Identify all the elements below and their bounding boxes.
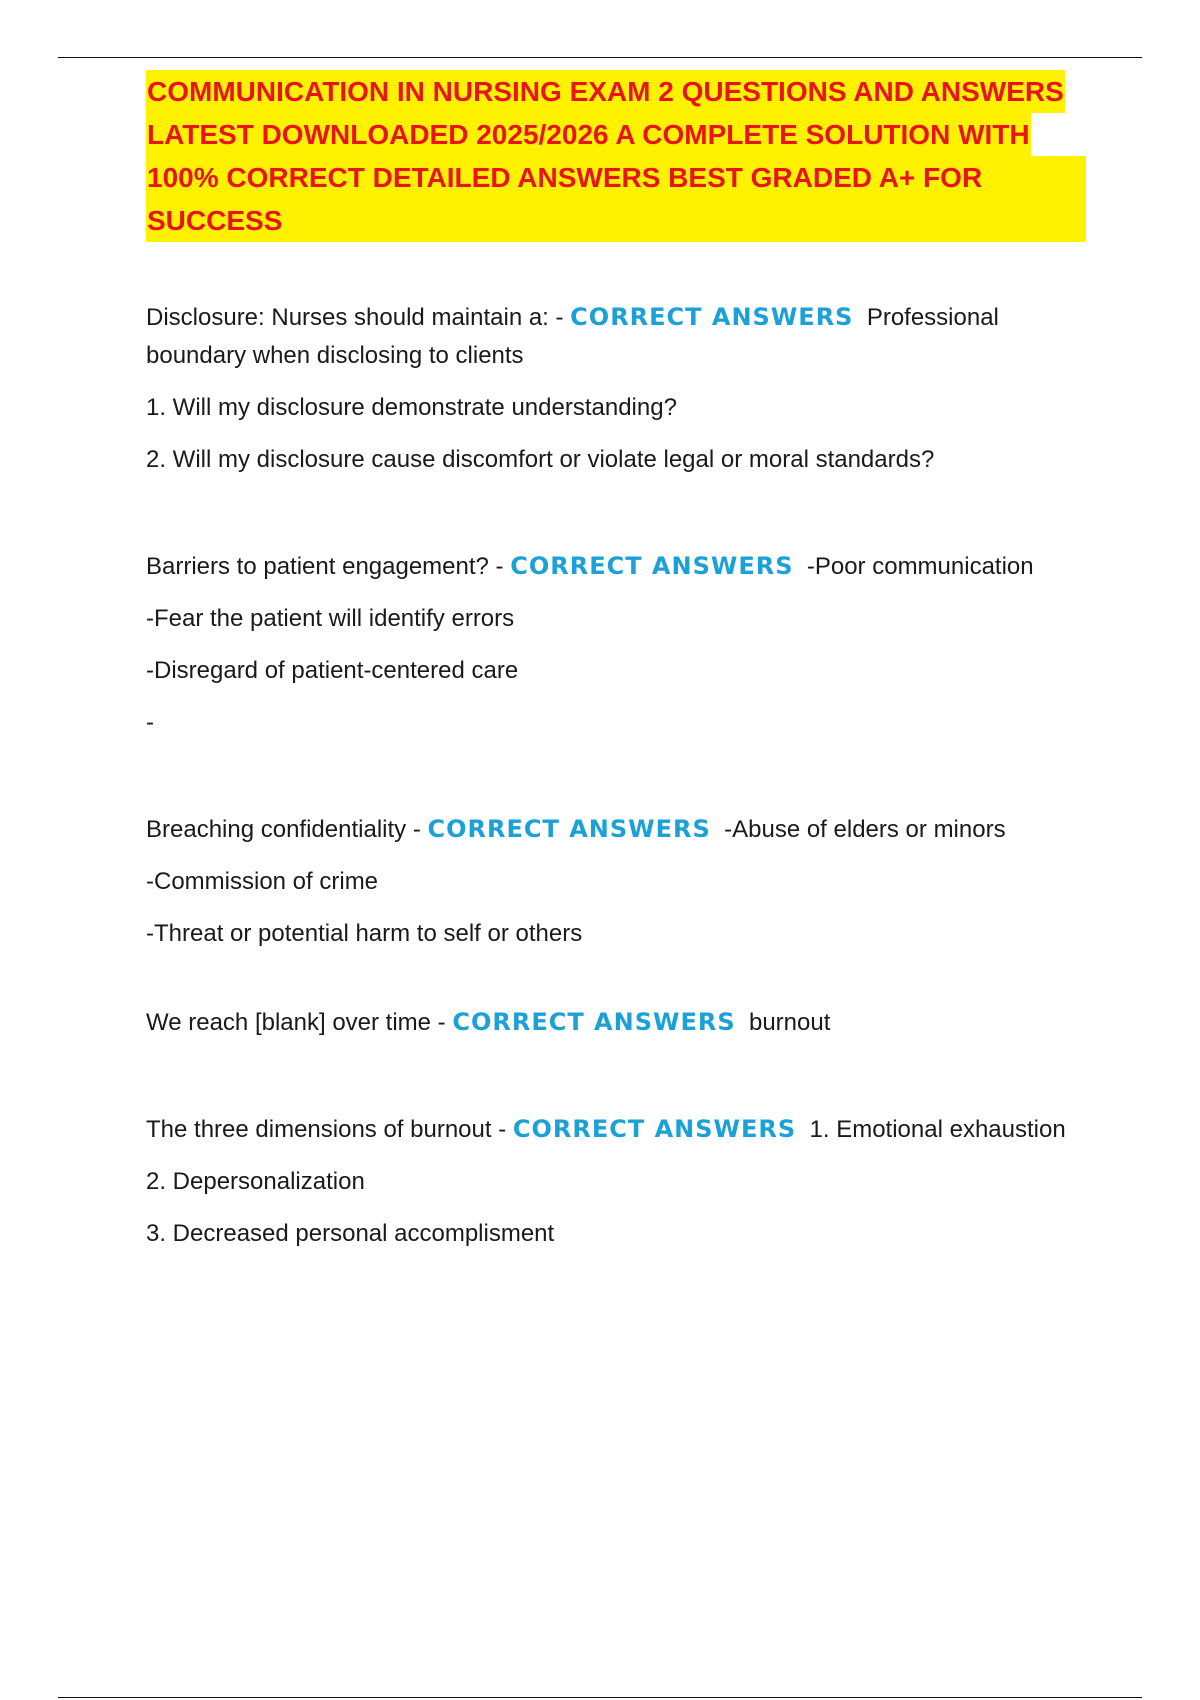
qa-item xyxy=(146,1003,1086,1042)
answer-text: -Poor communication xyxy=(806,553,1034,580)
qa-question xyxy=(146,810,1086,849)
title-line: 100% CORRECT DETAILED ANSWERS BEST GRADED A+ FOR SUCCESS xyxy=(146,156,1086,242)
answer-line: -Threat or potential harm to self or others xyxy=(146,920,583,947)
qa-item xyxy=(146,1110,1086,1253)
answer-line: -Fear the patient will identify errors xyxy=(146,605,515,632)
question-text: We reach [blank] over time - xyxy=(146,1009,453,1036)
answer-text: Professional boundary when disclosing to clients xyxy=(146,304,999,369)
answer-text: 1. Emotional exhaustion xyxy=(809,1116,1066,1143)
correct-answers-label: CORRECT ANSWERS xyxy=(510,552,794,580)
answer-line: 2. Depersonalization xyxy=(146,1168,365,1195)
answer-line: 3. Decreased personal accomplisment xyxy=(146,1220,555,1247)
top-rule xyxy=(58,57,1142,58)
correct-answers-label: CORRECT ANSWERS xyxy=(452,1008,736,1036)
answer-line: -Commission of crime xyxy=(146,868,379,895)
question-text: Breaching confidentiality - xyxy=(146,816,428,843)
qa-question xyxy=(146,298,1086,375)
qa-item xyxy=(146,298,1086,479)
correct-answers-label: CORRECT ANSWERS xyxy=(570,303,854,331)
answer-line: 1. Will my disclosure demonstrate understanding? xyxy=(146,394,677,421)
qa-question xyxy=(146,1003,1086,1042)
correct-answers-label: CORRECT ANSWERS xyxy=(512,1115,797,1143)
qa-question xyxy=(146,547,1086,586)
answer-line: 2. Will my disclosure cause discomfort or violate legal or moral standards? xyxy=(146,446,935,473)
correct-answers-label: CORRECT ANSWERS xyxy=(427,815,711,843)
document-title xyxy=(146,70,1086,242)
qa-item xyxy=(146,547,1086,742)
question-text: The three dimensions of burnout - xyxy=(146,1116,513,1143)
answer-text: -Abuse of elders or minors xyxy=(724,816,1006,843)
answer-text: burnout xyxy=(748,1009,831,1036)
bottom-rule xyxy=(58,1697,1142,1698)
title-line: COMMUNICATION IN NURSING EXAM 2 QUESTIONS AND ANSWERS xyxy=(146,70,1065,113)
question-text: Barriers to patient engagement? - xyxy=(146,553,511,580)
document-body xyxy=(146,70,1086,1253)
qa-question xyxy=(146,1110,1086,1149)
question-text: Disclosure: Nurses should maintain a: - xyxy=(146,304,571,331)
title-line: LATEST DOWNLOADED 2025/2026 A COMPLETE SOLUTION WITH xyxy=(146,113,1031,156)
answer-line: - xyxy=(146,709,154,736)
qa-item xyxy=(146,810,1086,953)
answer-line: -Disregard of patient-centered care xyxy=(146,657,519,684)
